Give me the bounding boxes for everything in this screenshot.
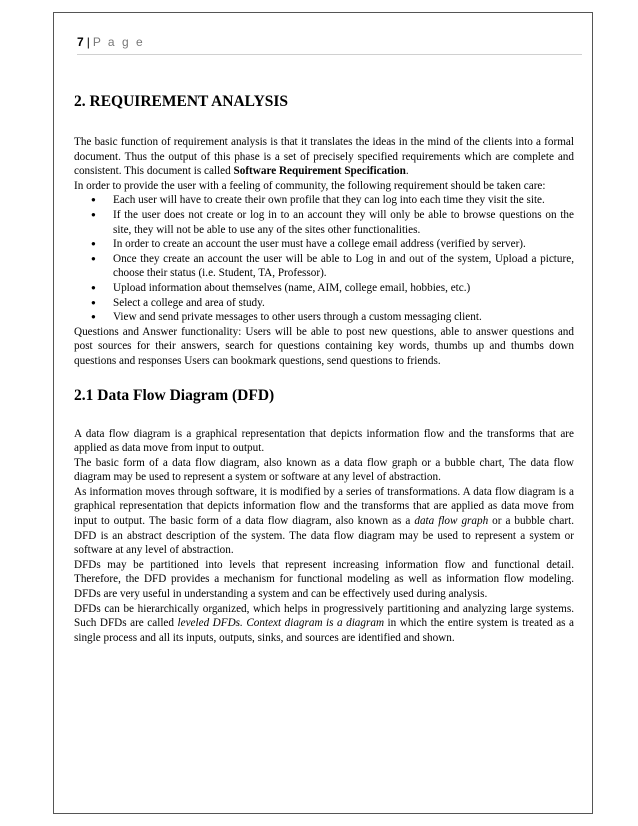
intro-bold-term: Software Requirement Specification (233, 165, 406, 178)
list-item: ● If the user does not create or log in to an account they will only be able to browse questions on the site, they will not be able to use any of the sites other functionalities. (113, 208, 574, 237)
requirement-intro (74, 135, 574, 179)
intro-text: The basic function of requirement analysis is that it translates the ideas in the mind of the clients into a formal document. Thus the output of this phase is a set of precisely specified requirements which are complete and consistent. This document is called (74, 136, 574, 178)
dfd-p3-text-b: or a bubble chart. DFD is an abstract description of the system. The data flow diagram may be used to represent a system or software at any level of abstraction. (74, 515, 575, 557)
list-item: ● Each user will have to create their own profile that they can log into each time they visit the site. (113, 193, 574, 208)
dfd-p3-italic: data flow graph (414, 515, 489, 528)
page-number: 7 (77, 35, 84, 49)
header-separator: | (86, 35, 90, 49)
section-heading-dfd: 2.1 Data Flow Diagram (DFD) (74, 386, 275, 404)
page-label: P a g e (92, 35, 145, 49)
qa-functionality: Questions and Answer functionality: Users will be able to post new questions, able to answer questions and post sources for their answers, search for questions containing key words, thumbs up and thumbs down questions and responses Users can bookmark questions, send questions to friends. (74, 325, 574, 367)
dfd-p5-text-b: in which the entire system is treated as a single process and all its inputs, outputs, sinks, and sources are identified and shown. (74, 617, 574, 644)
document-body (74, 93, 574, 645)
dfd-paragraph-4: DFDs may be partitioned into levels that represent increasing information flow and functional detail. Therefore, the DFD provides a mechanism for functional modeling as well as information flow modeling. DFDs are very useful in understanding a system and can be effectively used during analysis. (74, 558, 574, 601)
list-item: ● Select a college and area of study. (113, 296, 574, 311)
dfd-paragraph-1: A data flow diagram is a graphical representation that depicts information flow and the transforms that are applied as data move from input to output. (74, 427, 574, 455)
requirement-list (74, 193, 574, 324)
dfd-p5-italic: leveled DFDs. Context diagram is a diagram (177, 617, 385, 630)
list-item: ● In order to create an account the user must have a college email address (verified by server). (113, 237, 574, 252)
intro-period: . (405, 165, 409, 178)
list-item: ● View and send private messages to other users through a custom messaging client. (113, 310, 574, 325)
dfd-p5-text-a: DFDs can be hierarchically organized, which helps in progressively partitioning and analyzing large systems. Such DFDs are called (74, 602, 574, 630)
section-heading-requirement-analysis: 2. REQUIREMENT ANALYSIS (74, 93, 289, 110)
dfd-paragraph-2: The basic form of a data flow diagram, also known as a data flow graph or a bubble chart, The data flow diagram may be used to represent a system or software at any level of abstraction. (74, 456, 574, 484)
requirement-community: In order to provide the user with a feeling of community, the following requirement should be taken care: (74, 179, 546, 192)
list-item: ● Once they create an account the user will be able to Log in and out of the system, Upload a picture, choose their status (i.e. Student, TA, Professor). (113, 252, 574, 281)
dfd-paragraph-5 (74, 602, 574, 646)
page-header (77, 35, 582, 55)
dfd-paragraph-3 (74, 485, 574, 558)
list-item: ● Upload information about themselves (name, AIM, college email, hobbies, etc.) (113, 281, 574, 296)
dfd-p3-text-a: As information moves through software, it is modified by a series of transformations. A data flow diagram is a graphical representation that depicts information flow and the transforms that are applied as data move from input to output. The basic form of a data flow diagram, also known as a (74, 485, 574, 528)
